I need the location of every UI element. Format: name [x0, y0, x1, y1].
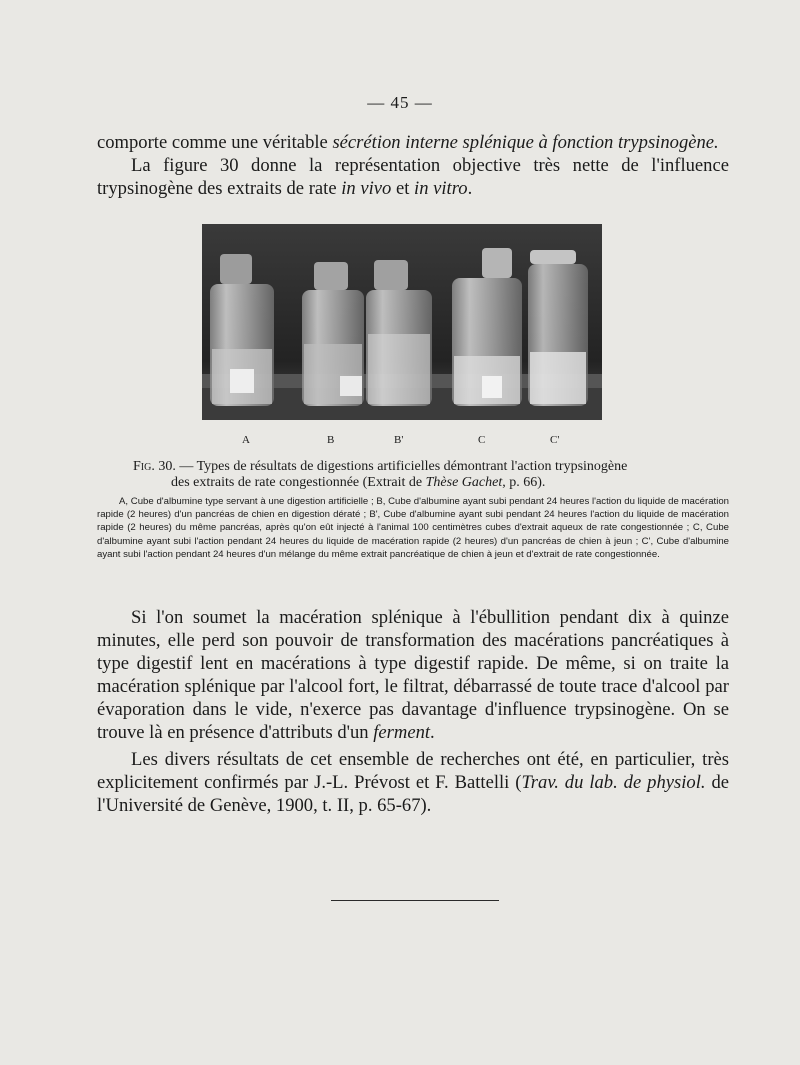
paragraph-4-end: de l'Université de Genève, 1900, t. II, p. 65-67).	[97, 772, 730, 816]
caption-text-3: , p. 66).	[502, 475, 546, 490]
paragraph-2-end: .	[467, 178, 473, 199]
paragraph-3	[97, 606, 729, 744]
page-number: — 45 —	[367, 93, 433, 112]
paragraph-3-text: Si l'on soumet la macération splénique à l'ébullition pendant dix à quinze minutes, elle perd son pouvoir de transformation des macérations pancréatiques à type digestif lent en macérations à type digestif rapide. De même, si on traite la macération splénique par l'alcool fort, le filtrat, débarrassé de toute trace d'alcool par évaporation dans le vide, n'exerce pas davantage d'influence trypsinogène. On se trouve là en présence d'attributs d'un	[97, 607, 729, 743]
ferment-italic: ferment	[373, 722, 431, 743]
figure-legend: A, Cube d'albumine type servant à une digestion artificielle ; B, Cube d'albumine ayant subi pendant 24 heures l'action du liquide de macération rapide (2 heures) d'un pancréas de chien en digestion dératé ; B', Cube d'albumine ayant subi pendant 24 heures l'action du liquide de macération rapide (2 heures) du même pancréas, après qu'on eût injecté à l'animal 100 centimètres cubes d'extrait aqueux de rate congestionnée ; C, Cube d'albumine ayant subi l'action pendant 24 heures du liquide de macération rapide (2 heures) d'un pancréas de chien à jeun ; C', Cube d'albumine ayant subi l'action pendant 24 heures d'un mélange du même extrait pancréatique de chien à jeun et d'extrait de rate congestionnée.	[97, 496, 729, 560]
jar-c-prime	[528, 250, 588, 406]
in-vitro-italic: in vitro	[414, 178, 468, 199]
paragraph-2-text: La figure 30 donne la représentation objective très nette de l'influence trypsinogène des extraits de rate	[97, 155, 729, 199]
figure-number: Fig. 30.	[133, 459, 176, 474]
label-c-prime: C'	[550, 434, 560, 446]
paragraph-3-end: .	[430, 722, 435, 743]
caption-line-1	[133, 459, 699, 475]
paragraph-1-italic: sécrétion interne splénique à fonction trypsinogène.	[332, 132, 719, 153]
caption-text-1: Types de résultats de digestions artificielles démontrant l'action trypsinogène	[196, 459, 628, 474]
figure-jar-labels	[0, 434, 800, 450]
caption-line-2	[133, 475, 699, 491]
figure-caption	[133, 459, 699, 491]
end-rule	[331, 900, 499, 901]
caption-source-italic: Thèse Gachet	[425, 475, 503, 490]
paragraph-1	[97, 131, 729, 200]
label-c: C	[478, 434, 486, 446]
paragraph-4-text: Les divers résultats de cet ensemble de recherches ont été, en particulier, très explicitement confirmés par J.-L. Prévost et F. Battelli (	[97, 749, 729, 793]
paragraph-1-text: comporte comme une véritable	[97, 132, 333, 153]
paragraph-2	[97, 154, 729, 200]
label-b: B	[327, 434, 335, 446]
caption-text-2: des extraits de rate congestionnée (Extrait de	[171, 475, 426, 490]
paragraph-4	[97, 748, 729, 817]
label-a: A	[242, 434, 250, 446]
paragraph-2-conjunction: et	[391, 178, 415, 199]
jars-photo-image	[202, 224, 602, 420]
label-b-prime: B'	[394, 434, 404, 446]
reference-italic: Trav. du lab. de physiol.	[521, 772, 706, 793]
figure-photograph	[202, 224, 602, 420]
caption-dash: —	[175, 459, 197, 474]
in-vivo-italic: in vivo	[341, 178, 392, 199]
paragraph-1-line-1	[97, 131, 729, 154]
